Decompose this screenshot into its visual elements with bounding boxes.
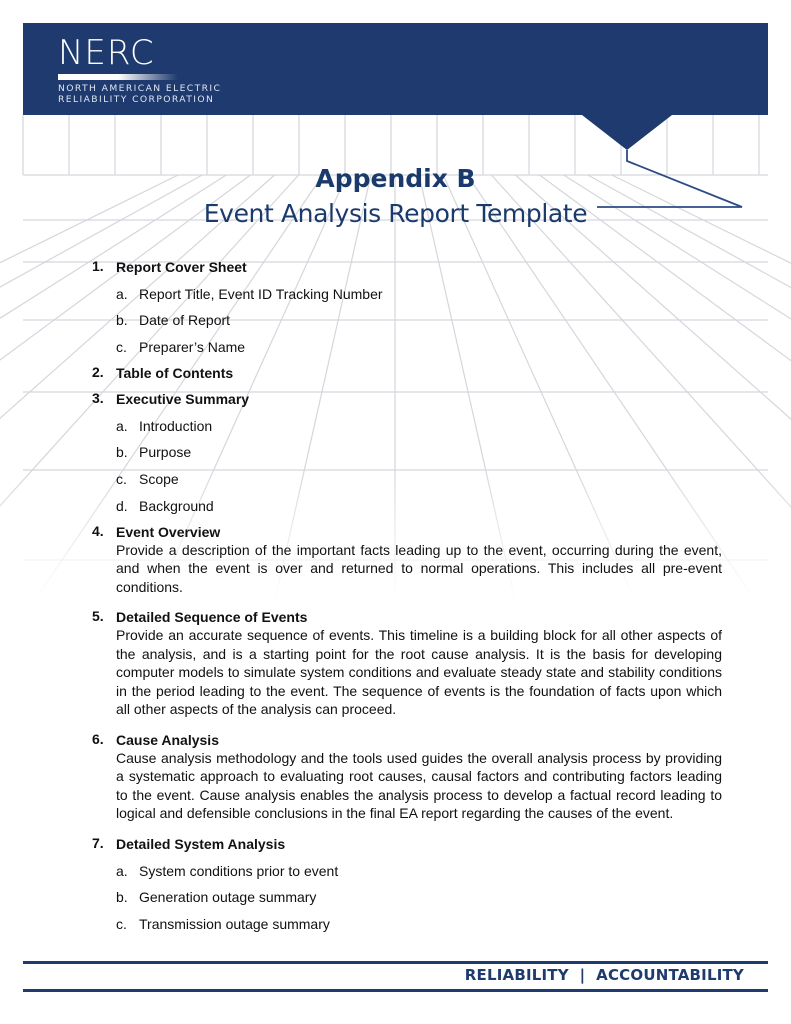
list-item xyxy=(116,417,722,435)
footer-rule-bottom xyxy=(23,989,768,992)
nerc-logo xyxy=(58,33,222,105)
logo-wordmark: NERC xyxy=(58,33,155,73)
item-letter: b. xyxy=(116,444,128,461)
section-title: Table of Contents xyxy=(116,365,234,382)
section-7 xyxy=(92,835,722,933)
logo-line2: RELIABILITY CORPORATION xyxy=(58,94,215,105)
section-title: Detailed System Analysis xyxy=(116,835,286,852)
item-text: Generation outage summary xyxy=(139,889,317,906)
footer-rule-top xyxy=(23,961,768,964)
section-title: Executive Summary xyxy=(116,391,250,408)
section-body: Provide an accurate sequence of events. This timeline is a building block for all other aspects of the analysis, and is a starting point for the root cause analysis. It is the basis for developing computer models to simulate system conditions and evaluate steady state and stability conditions in the period leading to the event. The sequence of events is the foundation of facts upon which all other aspects of the analysis can proceed. xyxy=(116,627,722,718)
appendix-title: Appendix B xyxy=(315,164,476,193)
item-letter: b. xyxy=(116,312,128,329)
logo-bar xyxy=(58,74,178,80)
section-title: Report Cover Sheet xyxy=(116,259,247,275)
list-item xyxy=(116,915,722,933)
section-number: 1. xyxy=(92,258,104,274)
item-letter: d. xyxy=(116,497,128,514)
list-item xyxy=(116,862,722,880)
document-subtitle: Event Analysis Report Template xyxy=(203,199,588,228)
item-letter: b. xyxy=(116,889,128,906)
section-body: Provide a description of the important facts leading up to the event, occurring during the event, and when the event is over and returned to normal operations. This includes all pre-event conditions. xyxy=(116,541,722,595)
list-item xyxy=(116,338,722,356)
list-item xyxy=(116,443,722,461)
section-number: 3. xyxy=(92,390,104,407)
list-item xyxy=(116,497,722,515)
section-4 xyxy=(92,523,722,597)
section-number: 4. xyxy=(92,522,104,539)
list-item xyxy=(116,311,722,329)
item-text: Report Title, Event ID Tracking Number xyxy=(139,285,383,302)
section-number: 5. xyxy=(92,608,104,625)
item-letter: a. xyxy=(116,862,128,879)
section-1 xyxy=(92,258,722,356)
item-text: Preparer’s Name xyxy=(139,339,246,356)
item-letter: c. xyxy=(116,915,127,932)
section-body: Cause analysis methodology and the tools used guides the overall analysis process by providing a systematic approach to evaluating root causes, causal factors and contributing factors leading to the event. Cause analysis enables the analysis process to develop a factual record leading to logical and defensible conclusions in the final EA report regarding the causes of the event. xyxy=(116,749,722,822)
section-6 xyxy=(92,731,722,823)
item-text: Transmission outage summary xyxy=(139,915,330,932)
section-number: 6. xyxy=(92,730,104,747)
list-item xyxy=(116,470,722,488)
section-title: Event Overview xyxy=(116,523,221,540)
section-number: 7. xyxy=(92,834,104,851)
item-letter: c. xyxy=(116,339,127,356)
item-text: Date of Report xyxy=(139,312,231,329)
list-item xyxy=(116,285,722,303)
section-3 xyxy=(92,390,722,515)
footer-tagline: RELIABILITY | ACCOUNTABILITY xyxy=(464,966,744,984)
list-item xyxy=(116,888,722,906)
item-text: Purpose xyxy=(139,444,192,461)
section-5 xyxy=(92,608,722,719)
section-2 xyxy=(92,364,722,382)
section-title: Cause Analysis xyxy=(116,731,219,748)
logo-line1: NORTH AMERICAN ELECTRIC xyxy=(58,83,222,94)
item-letter: a. xyxy=(116,417,128,434)
section-number: 2. xyxy=(92,364,104,381)
outline xyxy=(92,258,722,940)
item-letter: a. xyxy=(116,285,128,302)
item-text: System conditions prior to event xyxy=(139,862,339,879)
item-text: Scope xyxy=(139,471,179,488)
item-text: Background xyxy=(139,497,214,514)
section-title: Detailed Sequence of Events xyxy=(116,609,308,626)
item-text: Introduction xyxy=(139,417,213,434)
item-letter: c. xyxy=(116,471,127,488)
